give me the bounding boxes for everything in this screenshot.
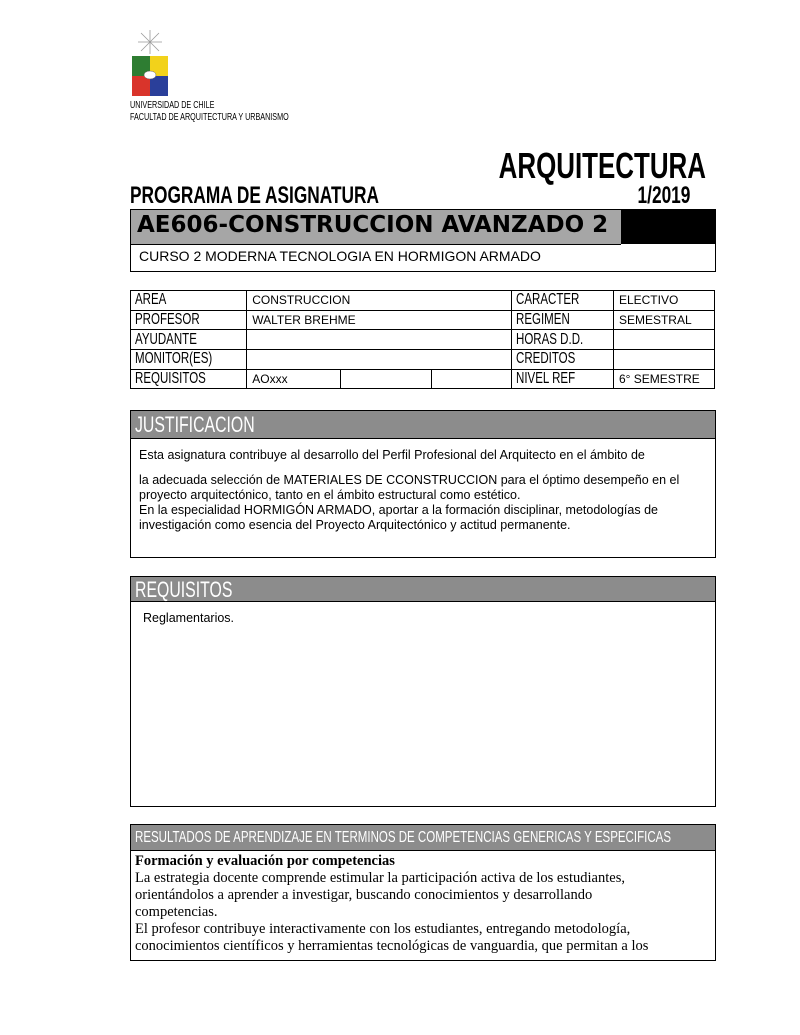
course-title: AE606-CONSTRUCCION AVANZADO 2	[137, 212, 609, 238]
horas-value	[613, 330, 714, 350]
creditos-label: CREDITOS	[515, 350, 575, 368]
area-value: CONSTRUCCION	[247, 291, 511, 311]
empty-cell	[340, 369, 432, 389]
empty-cell	[432, 369, 511, 389]
period: 1/2019	[637, 182, 690, 209]
university-name: UNIVERSIDAD DE CHILE	[130, 100, 215, 111]
justificacion-line: proyecto arquitectónico, tanto en el ámbito estructural como estético.	[139, 488, 521, 502]
creditos-value	[613, 350, 714, 370]
requisitos-label: REQUISITOS	[135, 370, 206, 388]
ayudante-value	[247, 330, 511, 350]
justificacion-title: JUSTIFICACION	[135, 412, 255, 437]
requisitos-section	[130, 576, 716, 807]
caracter-label: CARACTER	[515, 291, 579, 309]
ayudante-label: AYUDANTE	[135, 330, 197, 348]
school-name: ARQUITECTURA	[498, 145, 706, 186]
course-header	[130, 209, 716, 272]
resultados-line: La estrategia docente comprende estimular la participación activa de los estudiantes,	[135, 870, 625, 886]
regimen-label: REGIMEN	[515, 311, 570, 329]
resultados-title: RESULTADOS DE APRENDIZAJE EN TERMINOS DE COMPETENCIAS GENERICAS Y ESPECIFICAS	[135, 829, 672, 846]
justificacion-line: Esta asignatura contribuye al desarrollo del Perfil Profesional del Arquitecto en el ámbito de	[139, 448, 645, 462]
caracter-value: ELECTIVO	[613, 291, 714, 311]
resultados-line: El profesor contribuye interactivamente con los estudiantes, entregando metodología,	[135, 921, 631, 937]
profesor-label: PROFESOR	[135, 311, 200, 329]
nivel-value: 6° SEMESTRE	[613, 369, 714, 389]
resultados-section	[130, 824, 716, 961]
program-label: PROGRAMA DE ASIGNATURA	[130, 182, 379, 209]
course-info-table	[130, 290, 715, 389]
area-label: AREA	[135, 291, 167, 309]
resultados-subtitle: Formación y evaluación por competencias	[135, 853, 395, 869]
course-subtitle: CURSO 2 MODERNA TECNOLOGIA EN HORMIGON ARMADO	[139, 248, 541, 264]
monitor-label: MONITOR(ES)	[135, 350, 213, 368]
justificacion-line: investigación como esencia del Proyecto Arquitectónico y actitud permanente.	[139, 518, 571, 532]
requisitos-value: AOxxx	[247, 369, 340, 389]
requisitos-title: REQUISITOS	[135, 577, 233, 602]
justificacion-line: En la especialidad HORMIGÓN ARMADO, aportar a la formación disciplinar, metodologías de	[139, 503, 658, 517]
resultados-line: competencias.	[135, 904, 218, 920]
justificacion-line: la adecuada selección de MATERIALES DE CCONSTRUCCION para el óptimo desempeño en el	[139, 473, 680, 487]
monitor-value	[247, 350, 511, 370]
regimen-value: SEMESTRAL	[613, 310, 714, 330]
faculty-name: FACULTAD DE ARQUITECTURA Y URBANISMO	[130, 112, 289, 123]
requisitos-text: Reglamentarios.	[143, 611, 235, 625]
resultados-line: orientándolos a aprender a investigar, buscando conocimientos y desarrollando	[135, 887, 593, 903]
resultados-line: conocimientos científicos y herramientas tecnológicas de vanguardia, que permitan a los	[135, 938, 649, 954]
profesor-value: WALTER BREHME	[247, 310, 511, 330]
nivel-label: NIVEL REF	[515, 370, 575, 388]
justificacion-section	[130, 410, 716, 558]
horas-label: HORAS D.D.	[515, 330, 583, 348]
university-logo	[130, 28, 170, 98]
